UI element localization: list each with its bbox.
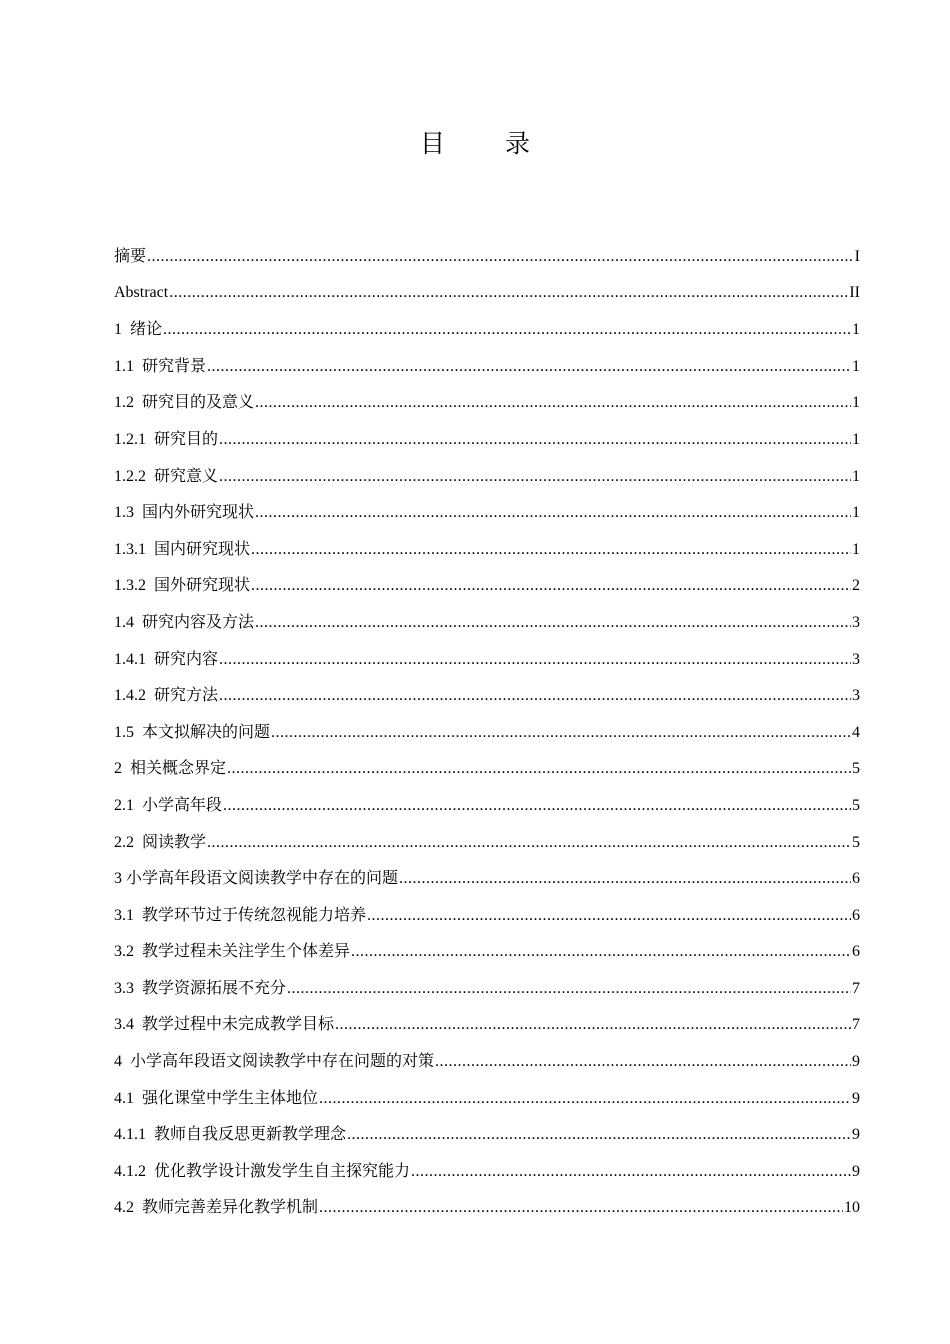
toc-entry[interactable] [114, 1047, 860, 1084]
toc-entry-page: 1 [852, 504, 860, 522]
toc-entry-number: 1.4.2 [114, 687, 146, 705]
toc-entry-label: 阅读教学 [142, 831, 207, 851]
toc-entry-label: 绪论 [130, 319, 163, 339]
toc-entry-page: 1 [852, 321, 860, 339]
toc-entry[interactable] [114, 535, 860, 572]
toc-entry-page: 1 [852, 540, 860, 558]
toc-entry[interactable] [114, 352, 860, 389]
toc-entry[interactable] [114, 242, 860, 279]
toc-entry-label: 国外研究现状 [154, 575, 251, 595]
toc-entry[interactable] [114, 388, 860, 425]
toc-entry-page: 5 [852, 833, 860, 851]
toc-entry-page: 2 [852, 577, 860, 595]
toc-entry-number: 1.3.1 [114, 540, 146, 558]
toc-entry-number: 1.4 [114, 613, 134, 631]
toc-entry[interactable] [114, 1084, 860, 1121]
toc-entry-label: 小学高年段语文阅读教学中存在的问题 [126, 868, 399, 888]
toc-entry-number: 2 [114, 760, 122, 778]
toc-entry-number: 2.2 [114, 833, 134, 851]
toc-entry[interactable] [114, 571, 860, 608]
toc-entry-page: 5 [852, 796, 860, 814]
toc-entry[interactable] [114, 754, 860, 791]
toc-entry-label: 小学高年段 [142, 794, 223, 814]
toc-entry[interactable] [114, 645, 860, 682]
toc-leader-dots [255, 609, 851, 637]
toc-entry-number: 1.3.2 [114, 577, 146, 595]
toc-entry-number: 4.1.2 [114, 1162, 146, 1180]
toc-entry-label: 强化课堂中学生主体地位 [142, 1087, 319, 1107]
toc-entry-number: 1 [114, 321, 122, 339]
toc-entry-page: 5 [852, 760, 860, 778]
toc-entry-page: II [849, 283, 860, 301]
toc-entry-page: 9 [852, 1162, 860, 1180]
toc-leader-dots [255, 499, 851, 527]
toc-entry[interactable] [114, 315, 860, 352]
toc-entry-number: 1.2.2 [114, 467, 146, 485]
toc-entry[interactable] [114, 974, 860, 1011]
toc-entry-label: 研究背景 [142, 355, 207, 375]
toc-entry-page: 9 [852, 1089, 860, 1107]
toc-leader-dots [169, 279, 848, 307]
toc-entry-number: 1.4.1 [114, 650, 146, 668]
toc-leader-dots [255, 389, 851, 417]
toc-entry-label: 研究方法 [154, 685, 219, 705]
toc-entry-number: 4.1 [114, 1089, 134, 1107]
toc-leader-dots [367, 902, 851, 930]
toc-entry-page: 6 [852, 906, 860, 924]
toc-entry-number: 3 [114, 870, 122, 888]
toc-entry-number: 2.1 [114, 796, 134, 814]
toc-entry-number: 3.4 [114, 1016, 134, 1034]
toc-entry-label: 教学资源拓展不充分 [142, 977, 287, 997]
toc-entry-number: 1.2.1 [114, 430, 146, 448]
toc-entry-label: 本文拟解决的问题 [142, 721, 271, 741]
toc-entry-number: 4.2 [114, 1199, 134, 1217]
toc-entry-number: 3.2 [114, 943, 134, 961]
toc-entry-number: 1.1 [114, 357, 134, 375]
toc-entry-page: 1 [852, 430, 860, 448]
toc-leader-dots [271, 719, 851, 747]
toc-entry-number: 3.1 [114, 906, 134, 924]
toc-leader-dots [319, 1085, 851, 1113]
toc-entry-page: 6 [852, 870, 860, 888]
toc-leader-dots [399, 865, 851, 893]
toc-entry-label: 教学过程中未完成教学目标 [142, 1014, 335, 1034]
toc-leader-dots [335, 1011, 851, 1039]
toc-entry-page: 6 [852, 943, 860, 961]
toc-entry-page: 3 [852, 613, 860, 631]
toc-entry-label: 小学高年段语文阅读教学中存在问题的对策 [130, 1051, 435, 1071]
toc-leader-dots [147, 243, 854, 271]
toc-entry-label: 研究目的 [154, 428, 219, 448]
toc-leader-dots [287, 975, 851, 1003]
toc-entry-label: 研究内容及方法 [142, 611, 255, 631]
toc-entry-label: 教学环节过于传统忽视能力培养 [142, 904, 367, 924]
toc-entry[interactable] [114, 1193, 860, 1230]
toc-entry-page: I [854, 248, 860, 265]
toc-entry-label: 研究意义 [154, 465, 219, 485]
toc-leader-dots [319, 1194, 843, 1222]
toc-entry[interactable] [114, 864, 860, 901]
toc-entry-number: 4.1.1 [114, 1126, 146, 1144]
toc-entry[interactable] [114, 791, 860, 828]
toc-entry-label: 相关概念界定 [130, 758, 227, 778]
toc-leader-dots [411, 1158, 851, 1186]
toc-entry-number: 1.5 [114, 723, 134, 741]
toc-leader-dots [347, 1121, 851, 1149]
toc-entry-page: 3 [852, 687, 860, 705]
toc-entry-page: 1 [852, 467, 860, 485]
toc-entry[interactable] [114, 1010, 860, 1047]
toc-entry-label: Abstract [114, 283, 169, 301]
toc-entry-page: 9 [852, 1053, 860, 1071]
toc-entry-page: 9 [852, 1126, 860, 1144]
toc-entry-page: 10 [844, 1199, 860, 1217]
toc-leader-dots [227, 755, 851, 783]
toc-entry-label: 优化教学设计激发学生自主探究能力 [154, 1160, 411, 1180]
toc-entry[interactable] [114, 608, 860, 645]
toc-leader-dots [223, 792, 851, 820]
toc-entry-label: 摘要 [114, 246, 147, 265]
toc-leader-dots [207, 353, 851, 381]
toc-leader-dots [163, 316, 851, 344]
toc-leader-dots [435, 1048, 851, 1076]
toc-leader-dots [351, 938, 851, 966]
toc-entry-label: 研究内容 [154, 648, 219, 668]
toc-entry-page: 3 [852, 650, 860, 668]
toc-leader-dots [219, 646, 851, 674]
toc-entry[interactable] [114, 901, 860, 938]
toc-entry[interactable] [114, 1157, 860, 1194]
toc-entry-label: 国内研究现状 [154, 538, 251, 558]
toc-entry-page: 4 [852, 723, 860, 741]
toc-leader-dots [251, 572, 851, 600]
toc-entry-number: 4 [114, 1053, 122, 1071]
toc-entry-label: 国内外研究现状 [142, 502, 255, 522]
toc-entry[interactable] [114, 937, 860, 974]
toc-entry[interactable] [114, 718, 860, 755]
toc-title: 目 录 [420, 129, 556, 158]
toc-entry[interactable] [114, 498, 860, 535]
toc-entry-number: 1.2 [114, 394, 134, 412]
toc-entry-label: 教学过程未关注学生个体差异 [142, 941, 351, 961]
toc-leader-dots [251, 536, 851, 564]
toc-entry[interactable] [114, 828, 860, 865]
toc-entry-label: 教师完善差异化教学机制 [142, 1197, 319, 1217]
toc-entry[interactable] [114, 681, 860, 718]
toc-entry-page: 1 [852, 394, 860, 412]
toc-entry-page: 7 [852, 979, 860, 997]
toc-entry[interactable] [114, 425, 860, 462]
toc-entry[interactable] [114, 1120, 860, 1157]
toc-entry[interactable] [114, 462, 860, 499]
toc-leader-dots [207, 829, 851, 857]
toc-list [114, 242, 860, 1230]
toc-leader-dots [219, 426, 851, 454]
toc-entry-number: 1.3 [114, 504, 134, 522]
toc-entry-page: 7 [852, 1016, 860, 1034]
toc-leader-dots [219, 463, 851, 491]
toc-entry-label: 教师自我反思更新教学理念 [154, 1124, 347, 1144]
toc-entry[interactable] [114, 279, 860, 316]
toc-leader-dots [219, 682, 851, 710]
toc-entry-number: 3.3 [114, 979, 134, 997]
toc-entry-label: 研究目的及意义 [142, 392, 255, 412]
toc-entry-page: 1 [852, 357, 860, 375]
